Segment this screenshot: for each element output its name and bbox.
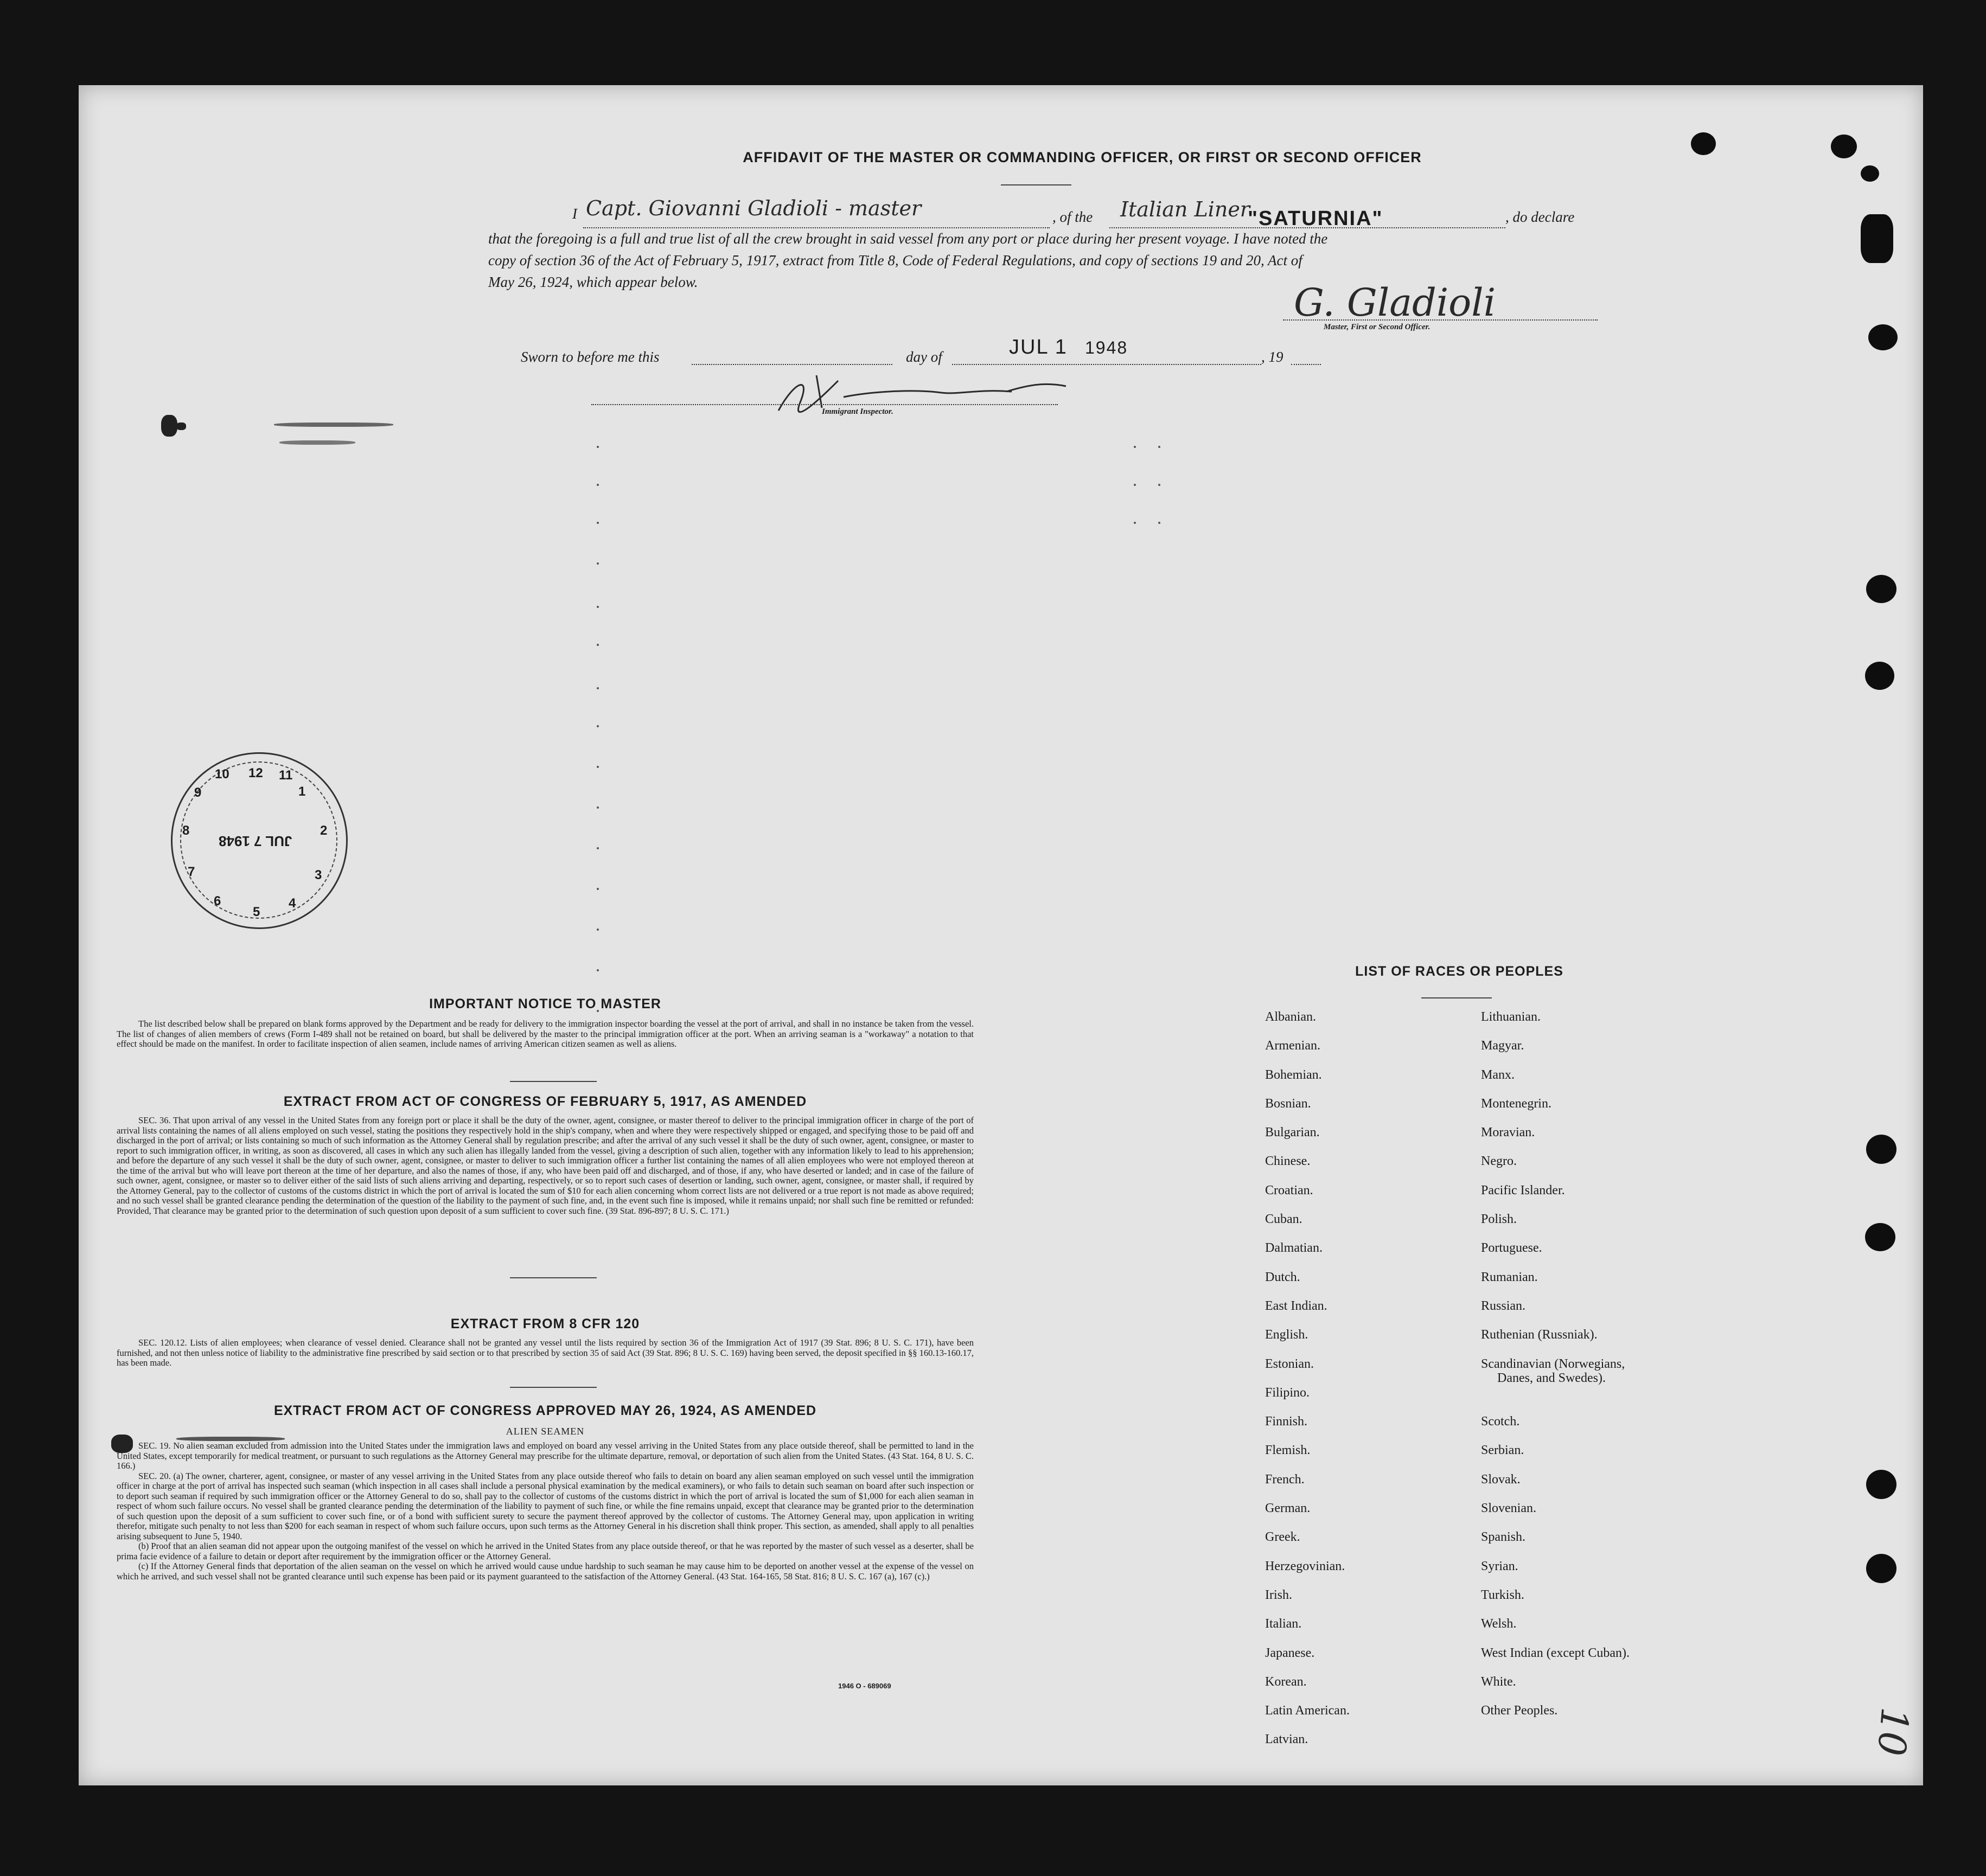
column-dot [1134, 446, 1136, 448]
stamp-number-8: 8 [182, 823, 190, 838]
column-dot [597, 725, 599, 727]
stamp-number-12: 12 [248, 766, 263, 780]
punch-hole [1861, 214, 1893, 263]
extract-cfr-text [117, 1338, 974, 1368]
race-item: Magyar. [1481, 1039, 1524, 1053]
column-dot [597, 766, 599, 768]
race-item: Turkish. [1481, 1587, 1524, 1602]
race-item: Greek. [1265, 1530, 1300, 1545]
race-item: Dutch. [1265, 1270, 1300, 1284]
master-signature: G. Gladioli [1294, 280, 1496, 325]
stamp-number-2: 2 [320, 823, 328, 838]
stamp-number-6: 6 [214, 894, 221, 908]
race-item: Other Peoples. [1481, 1704, 1558, 1718]
declaration-line-1: that the foregoing is a full and true list of all the crew brought in said vessel from any port or place during her present voyage. I have noted the [488, 231, 1328, 247]
extract-cfr-heading: EXTRACT FROM 8 CFR 120 [450, 1316, 640, 1331]
name-line [583, 227, 1050, 228]
race-item: Negro. [1481, 1154, 1517, 1169]
vessel-name-stamp: "SATURNIA" [1248, 207, 1383, 230]
race-item: Dalmatian. [1265, 1241, 1323, 1256]
sworn-label: Sworn to before me this [521, 349, 660, 365]
race-item: Armenian. [1265, 1039, 1320, 1053]
extract-1924-text [117, 1441, 974, 1582]
ink-smudge [161, 415, 177, 437]
year-suffix-label: , 19 [1261, 349, 1283, 365]
race-item: Ruthenian (Russniak). [1481, 1328, 1598, 1342]
column-dot [597, 484, 599, 486]
notice-heading: IMPORTANT NOTICE TO MASTER [429, 996, 661, 1011]
race-item: White. [1481, 1674, 1516, 1689]
date-stamp: JUL 1 [1009, 336, 1068, 358]
inspector-signature [762, 359, 1142, 424]
punch-hole [1866, 1135, 1896, 1164]
column-dot [1158, 484, 1160, 486]
stamp-number-1: 1 [298, 784, 306, 799]
race-item: Irish. [1265, 1587, 1292, 1602]
race-item: Lithuanian. [1481, 1010, 1541, 1024]
punch-hole [1691, 132, 1716, 155]
section-20c-paragraph: (c) If the Attorney General finds that deportation of the alien seaman on the vessel on which he arrived would cause undue hardship to such seaman he may cause him to be deported on another vessel at the expense of the vessel on which he arrived, and such vessel shall not be granted clearance until such expense has been paid or its payment guaranteed to the satisfaction of the Attorney General. (43 Stat. 164-165, 58 Stat. 816; 8 U. S. C. 167 (a), 167 (c).) [117, 1561, 974, 1582]
race-item: West Indian (except Cuban). [1481, 1645, 1630, 1660]
races-heading: LIST OF RACES OR PEOPLES [1355, 964, 1563, 979]
race-item: Croatian. [1265, 1183, 1313, 1198]
column-dot [597, 644, 599, 646]
race-item: Herzegovinian. [1265, 1559, 1345, 1573]
punch-hole [1866, 1470, 1896, 1499]
race-item: Scandinavian (Norwegians, [1481, 1356, 1625, 1371]
races-right-column [1481, 1010, 1630, 1732]
race-item: Albanian. [1265, 1010, 1316, 1024]
notice-paragraph: The list described below shall be prepared on blank forms approved by the Department and be ready for delivery to the immigration inspector boarding the vessel at the port of arrival, and shall in no instance be taken from the vessel. The list of changes of alien members of crews (Form I-489 shall not be retained on board, but shall be delivered by the master to the principal immigration officer at the port. When an arriving seaman is a "workaway" a notation to that effect should be made on the manifest. In order to facilitate inspection of alien seamen, include names of arriving American citizen seamen as well as aliens. [117, 1019, 974, 1049]
race-item: English. [1265, 1328, 1308, 1342]
race-item: Russian. [1481, 1298, 1526, 1313]
race-item: Flemish. [1265, 1443, 1311, 1458]
column-dot [597, 562, 599, 565]
race-item: Serbian. [1481, 1443, 1524, 1458]
race-item: Bulgarian. [1265, 1125, 1320, 1140]
column-dot [597, 847, 599, 849]
race-item: Welsh. [1481, 1617, 1517, 1631]
column-dot [1134, 522, 1136, 524]
master-signature-label: Master, First or Second Officer. [1324, 323, 1431, 331]
stamp-date: JUL 7 1948 [219, 833, 292, 849]
race-item: German. [1265, 1501, 1311, 1516]
race-item: Finnish. [1265, 1414, 1308, 1429]
extract-1917-text [117, 1116, 974, 1216]
title-rule [1001, 184, 1071, 185]
race-item: Chinese. [1265, 1154, 1311, 1169]
races-left-column [1265, 1010, 1350, 1762]
race-item: Slovenian. [1481, 1501, 1536, 1516]
punch-hole [1868, 324, 1898, 350]
punch-hole [1865, 662, 1894, 690]
stamp-number-5: 5 [253, 905, 260, 919]
punch-hole [1861, 165, 1879, 182]
extract-1917-rule [510, 1277, 597, 1278]
race-item: Spanish. [1481, 1530, 1526, 1545]
race-item: Cuban. [1265, 1212, 1302, 1227]
inspector-label: Immigrant Inspector. [822, 407, 893, 416]
race-item: Bohemian. [1265, 1067, 1322, 1082]
year-line [1291, 364, 1321, 365]
extract-cfr-rule [510, 1387, 597, 1388]
race-item: Pacific Islander. [1481, 1183, 1565, 1198]
ink-smudge [176, 422, 186, 430]
round-date-stamp [171, 752, 348, 929]
declaration-line-2: copy of section 36 of the Act of February 5, 1917, extract from Title 8, Code of Federal Regulations, and copy of sections 19 and 20, Act of [488, 252, 1302, 268]
form-sheet [79, 85, 1923, 1785]
stamp-number-11: 11 [279, 768, 293, 783]
race-item: Polish. [1481, 1212, 1517, 1227]
race-item: Scotch. [1481, 1414, 1520, 1429]
extract-1917-paragraph: SEC. 36. That upon arrival of any vessel in the United States from any foreign port or place it shall be the duty of the owner, agent, consignee, or master thereof to deliver to the principal immigration officer in charge of the port of arrival lists containing the names of all aliens employed on such vessel, stating the positions they respectively hold in the ship's company, when and where they were respectively shipped or engaged, and specifying those to be paid off and discharged in the port of arrival; or lists containing so much of such information as the Attorney General shall by regulation prescribe; and after the arrival of any such vessel it shall be the duty of such owner, agent, consignee, or master to report to such immigration officer, in writing, as soon as discovered, all cases in which any such alien has illegally landed from the vessel, giving a description of such alien, together with any information likely to lead to his apprehension; and before the departure of any such vessel it shall be the duty of such owner, agent, consignee, or master to deliver to such immigration officer a further list containing the names of all alien employees who were not employed thereon at the time of the arrival but who will leave port thereon at the time of her departure, and also the names of those, if any, who have been paid off and discharged, and of those, if any, who have deserted or landed; and in case of the failure of such owner, agent, consignee, or master so to deliver either of the said lists of such aliens arriving and departing, respectively, or so to report such cases of desertion or landing, such owner, agent, consignee, or master shall, if required by the Attorney General, pay to the collector of customs of the customs district in which the port of arrival is located the sum of $10 for each alien concerning whom correct lists are not delivered or a true report is not made as above required; and no such vessel shall be granted clearance pending the determination of the question of the liability to the payment of such fine, and, in the event such fine is imposed, while it remains unpaid; nor shall such fine be remitted or refunded: Provided, That clearance may be granted prior to the determination of such question upon deposit of a sum sufficient to cover such fine. (39 Stat. 896-897; 8 U. S. C. 171.) [117, 1115, 974, 1216]
race-item: Japanese. [1265, 1645, 1315, 1660]
extract-cfr-paragraph: SEC. 120.12. Lists of alien employees; when clearance of vessel denied. Clearance shall not be granted any vessel until the lists required by section 36 of the Immigration Act of 1917 (39 Stat. 896; 8 U. S. C. 171), have been furnished, and not then unless notice of liability to the administrative fine prescribed by said section or to that prescribed by section 35 of said Act (39 Stat. 896; 8 U. S. C. 169) having been served, the deposit specified in §§ 160.13-160.17, has been made. [117, 1337, 974, 1368]
race-item: Danes, and Swedes). [1497, 1371, 1606, 1385]
extract-1917-heading: EXTRACT FROM ACT OF CONGRESS OF FEBRUARY 5, 1917, AS AMENDED [283, 1094, 807, 1109]
column-dot [597, 606, 599, 608]
section-20a-paragraph: SEC. 20. (a) The owner, charterer, agent, consignee, or master of any vessel arriving in the United States from any place outside thereof who fails to detain on board any alien seaman employed on such vessel until the immigration officer in charge at the port of arrival has inspected such seaman (which inspection in all cases shall include a personal physical examination by the medical examiners), or who fails to detain such seaman on board after such inspection or to deport such seaman if required by such immigration officer or the Attorney General to do so, shall pay to the collector of customs of the customs district in which the port of arrival is located the sum of $1,000 for each alien seaman in respect of whom such failure occurs. No vessel shall be granted clearance pending the determination of the liability to payment of such fine, or while the fine remains unpaid, except that clearance may be granted prior to the determination of such question upon the deposit of a sum sufficient to cover such fine, or of a bond with sufficient surety to secure the payment thereof approved by the collector of customs. The Attorney General may, upon application in writing therefor, mitigate such penalty to not less than $200 for each seaman in respect of whom such failure occurs, upon such terms as the Attorney General in his discretion shall think proper. This section, as amended, shall apply to all penalties arising subsequent to June 5, 1940. [117, 1470, 974, 1541]
race-item: Italian. [1265, 1617, 1302, 1631]
master-signature-line [1283, 319, 1598, 321]
margin-page-number: 10 [1868, 1706, 1918, 1758]
column-dot [1134, 484, 1136, 486]
races-rule [1421, 997, 1492, 998]
column-dot [597, 969, 599, 971]
race-item: Montenegrin. [1481, 1096, 1551, 1111]
master-name-handwritten: Capt. Giovanni Gladioli - master [586, 196, 922, 220]
stamp-number-9: 9 [194, 785, 202, 800]
column-dot [1158, 522, 1160, 524]
punch-hole [1865, 1223, 1895, 1251]
day-of-label: day of [906, 349, 942, 365]
stamp-number-10: 10 [215, 767, 229, 782]
extract-1924-subheading: ALIEN SEAMEN [506, 1426, 585, 1437]
column-dot [597, 687, 599, 689]
race-item: Manx. [1481, 1067, 1515, 1082]
column-dot [597, 929, 599, 931]
vessel-type-handwritten: Italian Liner [1120, 197, 1250, 221]
race-item: Syrian. [1481, 1559, 1518, 1573]
race-item: Bosnian. [1265, 1096, 1311, 1111]
race-item: Latin American. [1265, 1704, 1350, 1718]
punch-hole [1866, 1554, 1896, 1583]
race-item: Korean. [1265, 1674, 1307, 1689]
race-item: Filipino. [1265, 1385, 1310, 1400]
punch-hole [1866, 575, 1896, 603]
column-dot [597, 446, 599, 448]
race-item: Portuguese. [1481, 1241, 1542, 1256]
ink-smudge [279, 440, 355, 445]
race-item: French. [1265, 1472, 1305, 1487]
extract-1924-heading: EXTRACT FROM ACT OF CONGRESS APPROVED MAY 26, 1924, AS AMENDED [273, 1403, 817, 1418]
section-20b-paragraph: (b) Proof that an alien seaman did not appear upon the outgoing manifest of the vessel on which he arrived in the United States from any place outside thereof, or that he was reported by the master of such vessel as a deserter, shall be prima facie evidence of a failure to detain or deport after requirement by the immigration officer or the Attorney General. [117, 1541, 974, 1561]
race-item: Rumanian. [1481, 1270, 1538, 1284]
race-item: Moravian. [1481, 1125, 1535, 1140]
race-item: Latvian. [1265, 1732, 1308, 1747]
column-dot [597, 522, 599, 524]
notice-rule [510, 1081, 597, 1082]
of-the-label: , of the [1052, 209, 1093, 225]
ink-smudge [274, 422, 393, 427]
column-dot [597, 888, 599, 890]
year-stamp: 1948 [1085, 338, 1128, 357]
affidavit-title: AFFIDAVIT OF THE MASTER OR COMMANDING OFFICER, OR FIRST OR SECOND OFFICER [743, 149, 1422, 165]
stamp-number-7: 7 [188, 865, 195, 879]
punch-hole [1831, 135, 1857, 158]
column-dot [597, 806, 599, 809]
i-prefix: I [572, 206, 577, 222]
stamp-number-3: 3 [315, 868, 322, 882]
inspector-line [591, 404, 1058, 405]
do-declare-label: , do declare [1505, 209, 1575, 225]
race-item: Estonian. [1265, 1356, 1314, 1371]
declaration-line-3: May 26, 1924, which appear below. [488, 274, 698, 290]
column-dot [1158, 446, 1160, 448]
race-item: Slovak. [1481, 1472, 1521, 1487]
race-item: East Indian. [1265, 1298, 1327, 1313]
section-19-paragraph: SEC. 19. No alien seaman excluded from admission into the United States under the immigration laws and employed on board any vessel arriving in the United States from any place outside thereof, shall be permitted to land in the United States, except temporarily for medical treatment, or pursuant to such regulations as the Attorney General may prescribe for the ultimate departure, removal, or deportation of such alien from the United States. (43 Stat. 164, 8 U. S. C. 166.) [117, 1440, 974, 1471]
stamp-number-4: 4 [289, 896, 296, 911]
notice-text [117, 1019, 974, 1049]
print-code: 1946 O - 689069 [838, 1682, 891, 1690]
